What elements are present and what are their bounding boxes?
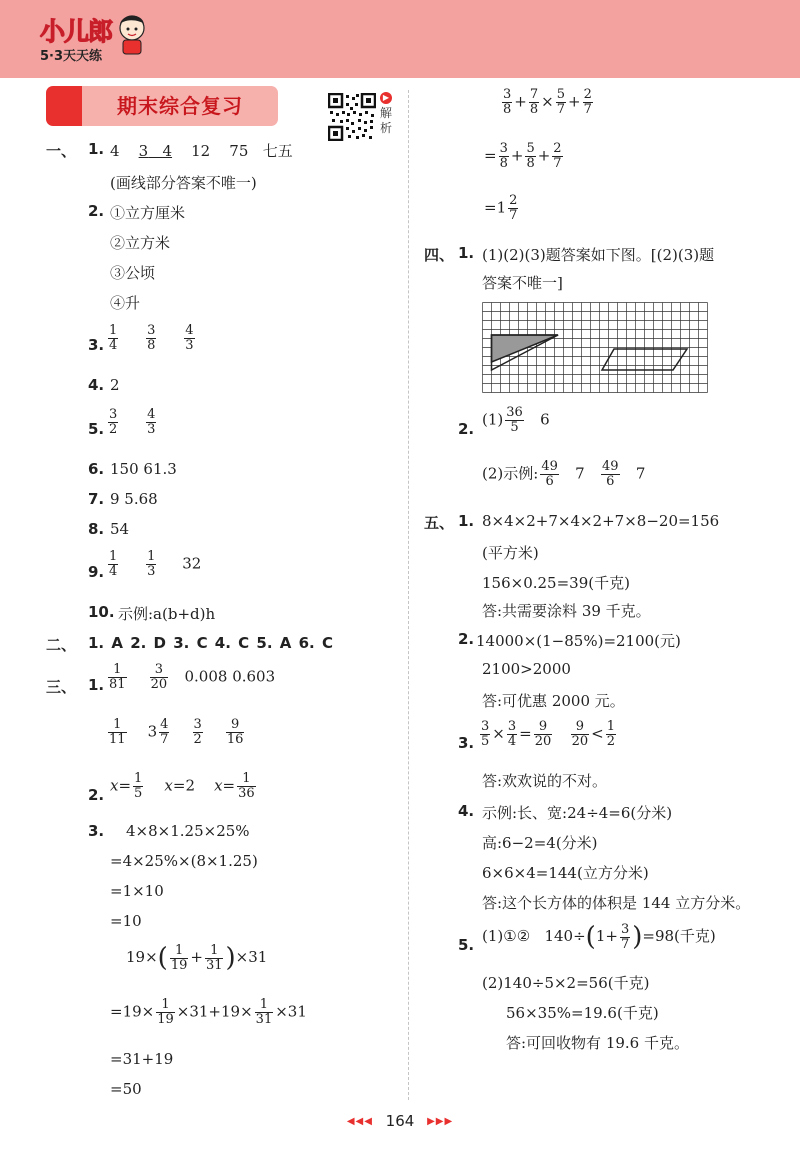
s3-q1-answer-row1: $\frac{1}{81}$ $\frac{3}{20}$ 0.008 0.603: [109, 662, 276, 692]
s5-q1-line1: 8×4×2+7×4×2+7×8−20=156: [482, 512, 720, 530]
s5-q5-line3: 56×35%=19.6(千克): [506, 1004, 659, 1022]
s3-q2-number: 2.: [88, 786, 105, 804]
q2-number: 2.: [88, 202, 105, 220]
s5-q1-number: 1.: [458, 512, 475, 530]
q9-number: 9.: [88, 563, 105, 581]
s4-note-line1: (1)(2)(3)题答案如下图。[(2)(3)题: [482, 246, 715, 264]
column-divider: [408, 90, 409, 1100]
q2-answer-d: ④升: [110, 294, 141, 312]
q4-answer: 2: [110, 376, 120, 394]
page-title: 期末综合复习: [117, 94, 243, 118]
calc1-line2: =4×25%×(8×1.25): [110, 852, 258, 870]
s4-q2b-answer: (2)示例: $\frac{49}{6}$ 7 $\frac{49}{6}$ 7: [482, 459, 646, 489]
s5-q3-answer: 答:欢欢说的不对。: [482, 772, 608, 790]
calc1-line1: 4×8×1.25×25%: [126, 822, 250, 840]
s4-q1-number: 1.: [458, 244, 475, 262]
q6-number: 6.: [88, 460, 105, 478]
q7-answer: 9 5.68: [110, 490, 158, 508]
q9-answer: $\frac{1}{4}$ $\frac{1}{3}$ 32: [109, 549, 202, 579]
section-1-number: 一、: [46, 142, 77, 160]
q2-answer-a: ①立方厘米: [110, 204, 186, 222]
s5-q2-line3: 答:可优惠 2000 元。: [482, 692, 625, 710]
q3-number: 3.: [88, 336, 105, 354]
r-calc-line2: = $\frac{3}{8}$ + $\frac{5}{8}$ + $\frac{2}{7}$: [484, 141, 562, 171]
q4-number: 4.: [88, 376, 105, 394]
q1-number: 1.: [88, 140, 105, 158]
q2-answer-b: ②立方米: [110, 234, 171, 252]
page-number: 164: [385, 1112, 415, 1130]
s3-q3-number: 3.: [88, 822, 105, 840]
s5-q4-line2: 高:6−2=4(分米): [482, 834, 598, 852]
s5-q1-line2: (平方米): [482, 544, 539, 562]
s5-q2-line1: 14000×(1−85%)=2100(元): [476, 632, 681, 650]
r-calc-line3: =1 $\frac{2}{7}$: [484, 193, 518, 223]
q5-number: 5.: [88, 420, 105, 438]
section-5-number: 五、: [424, 514, 455, 532]
s5-q5-line2: (2)140÷5×2=56(千克): [482, 974, 650, 992]
s3-q1-number: 1.: [88, 676, 105, 694]
page-number-bar: [0, 1112, 800, 1130]
s5-q3-calc: $\frac{3}{5}$ × $\frac{3}{4}$ = $\frac{9}{20}$ $\frac{9}{20}$ < $\frac{1}{2}$: [481, 719, 615, 749]
s4-q2a-answer: (1) $\frac{36}{5}$ 6: [482, 405, 550, 435]
q10-answer: 示例:a(b+d)h: [118, 605, 216, 623]
calc1-line4: =10: [110, 912, 142, 930]
q7-number: 7.: [88, 490, 105, 508]
play-icon: ▶: [380, 92, 392, 104]
s4-note-line2: 答案不唯一]: [482, 274, 563, 292]
r-calc-line1: $\frac{3}{8}$ + $\frac{7}{8}$ × $\frac{5}{7}$ + $\frac{2}{7}$: [503, 87, 592, 117]
mascot-icon: [114, 12, 150, 58]
q6-answer: 150 61.3: [110, 460, 177, 478]
logo-main-text: 小儿郎: [40, 17, 113, 46]
analysis-link[interactable]: ▶ 解析: [380, 93, 393, 135]
s5-q5-line4: 答:可回收物有 19.6 千克。: [506, 1034, 689, 1052]
q1-answer: 4 3 4 12 75 七五: [110, 142, 293, 160]
s5-q2-number: 2.: [458, 630, 475, 648]
calc2-line3: =31+19: [110, 1050, 174, 1068]
calc2-line1: 19×( $\frac{1}{19}$ + $\frac{1}{31}$ )×31: [126, 942, 268, 973]
s5-q1-line3: 156×0.25=39(千克): [482, 574, 630, 592]
qr-code-icon[interactable]: [328, 93, 376, 141]
s5-q5-number: 5.: [458, 936, 475, 954]
section-2-number: 二、: [46, 636, 77, 654]
q8-number: 8.: [88, 520, 105, 538]
s5-q1-line4: 答:共需要涂料 39 千克。: [482, 602, 651, 620]
brand-logo: [40, 12, 112, 64]
q8-answer: 54: [110, 520, 130, 538]
q2-answer-c: ③公顷: [110, 264, 156, 282]
s5-q4-line3: 6×6×4=144(立方分米): [482, 864, 649, 882]
q5-answer: $\frac{3}{2}$ $\frac{4}{3}$: [109, 407, 156, 437]
s3-q1-answer-row2: $\frac{1}{11}$ 3 $\frac{4}{7}$ $\frac{3}{2}$ $\frac{9}{16}$: [109, 717, 244, 747]
next-arrows-icon: ▶▶▶: [427, 1116, 454, 1127]
section-title-bar: [46, 86, 278, 126]
calc2-line2: =19× $\frac{1}{19}$ ×31+19× $\frac{1}{31}$ ×31: [110, 997, 307, 1027]
section-2-answers: 1. A 2. D 3. C 4. C 5. A 6. C: [88, 634, 333, 652]
calc2-line4: =50: [110, 1080, 142, 1098]
s4-q2-number: 2.: [458, 420, 475, 438]
shaded-triangle: [492, 335, 559, 362]
section-3-number: 三、: [46, 678, 77, 696]
calc1-line3: =1×10: [110, 882, 164, 900]
s3-q2-answer: x= $\frac{1}{5}$ x=2 x= $\frac{1}{36}$: [110, 771, 255, 801]
q1-note: (画线部分答案不唯一): [110, 174, 257, 192]
q10-number: 10.: [88, 603, 115, 621]
s5-q3-number: 3.: [458, 734, 475, 752]
section-4-number: 四、: [424, 246, 455, 264]
s5-q4-number: 4.: [458, 802, 475, 820]
s5-q2-line2: 2100>2000: [482, 660, 571, 678]
q3-answer: $\frac{1}{4}$ $\frac{3}{8}$ $\frac{4}{3}$: [109, 323, 194, 353]
s5-q4-line1: 示例:长、宽:24÷4=6(分米): [482, 804, 673, 822]
answer-grid-figure: [482, 302, 708, 394]
s5-q4-line4: 答:这个长方体的体积是 144 立方分米。: [482, 894, 751, 912]
prev-arrows-icon: ◀◀◀: [346, 1116, 373, 1127]
s5-q5-line1: (1)①② 140÷(1+ $\frac{3}{7}$ )=98(千克): [482, 921, 716, 952]
logo-sub-text: 5·3天天练: [40, 49, 103, 64]
